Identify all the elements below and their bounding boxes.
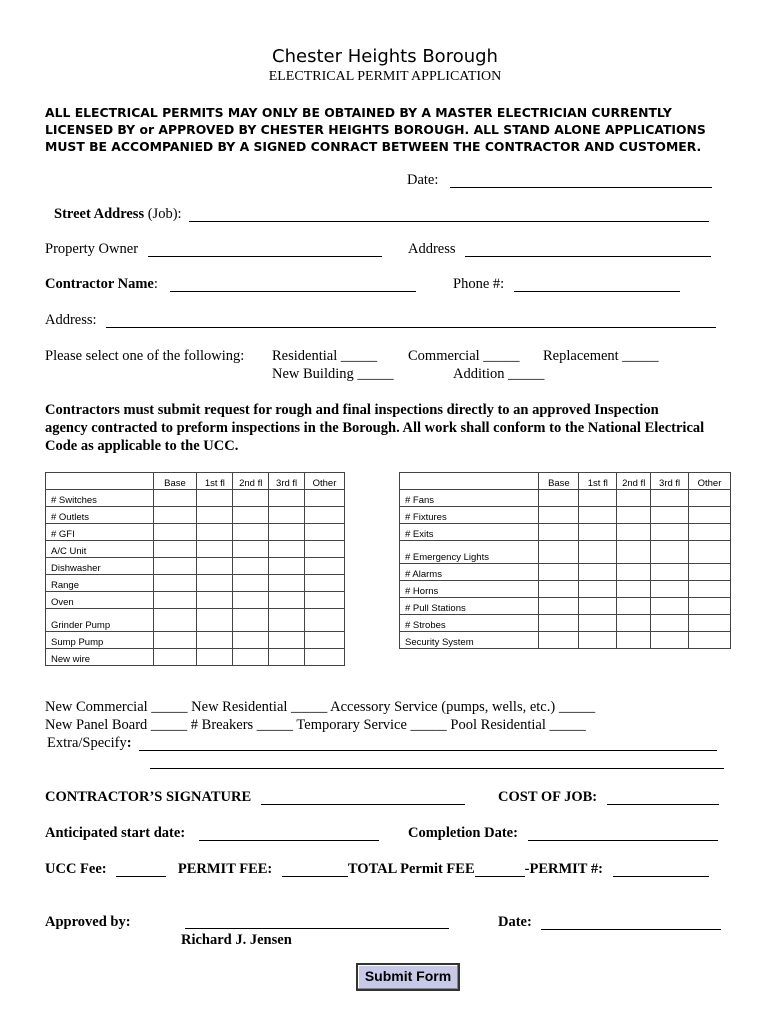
- left-table-row: [46, 632, 345, 649]
- left-entry-cell[interactable]: [305, 609, 345, 632]
- contractor-name-colon: :: [153, 276, 158, 292]
- contractor-address-field[interactable]: [106, 313, 716, 328]
- left-entry-cell[interactable]: [269, 524, 305, 541]
- left-entry-cell[interactable]: [153, 592, 197, 609]
- header-3rd-floor: 3rd fl: [651, 473, 689, 490]
- left-table-row: [46, 575, 345, 592]
- left-row-label: # Switches: [46, 490, 154, 507]
- cost-row: [498, 789, 719, 806]
- right-row-label: # Fans: [400, 490, 539, 507]
- left-row-label: # Outlets: [46, 507, 154, 524]
- left-entry-cell[interactable]: [233, 490, 269, 507]
- right-entry-cell[interactable]: [539, 581, 579, 598]
- signature-row: [45, 789, 465, 806]
- date-row: [407, 172, 712, 189]
- start-date-row: [45, 825, 379, 842]
- date-field[interactable]: [450, 173, 712, 188]
- left-entry-cell[interactable]: [305, 558, 345, 575]
- extra-specify-row: [47, 735, 717, 752]
- extra-specify-field[interactable]: [139, 736, 717, 751]
- left-entry-cell[interactable]: [305, 541, 345, 558]
- right-entry-cell[interactable]: [579, 632, 617, 649]
- contractor-signature-field[interactable]: [261, 790, 465, 805]
- left-entry-cell[interactable]: [233, 649, 269, 666]
- right-row-label: # Strobes: [400, 615, 539, 632]
- permit-number-label: -PERMIT #:: [524, 861, 603, 877]
- left-entry-cell[interactable]: [269, 649, 305, 666]
- left-entry-cell[interactable]: [269, 507, 305, 524]
- left-table-row: [46, 558, 345, 575]
- ucc-fee-label: UCC Fee:: [45, 861, 107, 877]
- header-2nd-floor: 2nd fl: [617, 473, 651, 490]
- phone-label: Phone #:: [453, 276, 505, 292]
- extra-specify-colon: :: [126, 735, 132, 751]
- street-address-label: Street Address: [54, 206, 145, 222]
- header-1st-floor: 1st fl: [579, 473, 617, 490]
- street-address-suffix: (Job):: [144, 206, 182, 222]
- right-table-row: [400, 632, 731, 649]
- right-entry-cell[interactable]: [539, 541, 579, 564]
- header-2nd-floor: 2nd fl: [233, 473, 269, 490]
- right-row-label: # Horns: [400, 581, 539, 598]
- select-label: Please select one of the following:: [45, 348, 245, 364]
- right-entry-cell[interactable]: [617, 564, 651, 581]
- left-entry-cell[interactable]: [305, 632, 345, 649]
- completion-date-field[interactable]: [528, 826, 718, 841]
- right-entry-cell[interactable]: [579, 541, 617, 564]
- left-row-label: Sump Pump: [46, 632, 154, 649]
- left-entry-cell[interactable]: [233, 592, 269, 609]
- right-entry-cell[interactable]: [689, 598, 731, 615]
- right-entry-cell[interactable]: [579, 581, 617, 598]
- right-entry-cell[interactable]: [689, 507, 731, 524]
- form-subtitle: ELECTRICAL PERMIT APPLICATION: [268, 69, 502, 84]
- left-entry-cell[interactable]: [153, 541, 197, 558]
- right-entry-cell[interactable]: [689, 581, 731, 598]
- left-entry-cell[interactable]: [197, 609, 233, 632]
- right-entry-cell[interactable]: [617, 524, 651, 541]
- left-entry-cell[interactable]: [197, 524, 233, 541]
- approver-name: Richard J. Jensen: [181, 932, 292, 948]
- licensing-notice: ALL ELECTRICAL PERMITS MAY ONLY BE OBTAINED BY A MASTER ELECTRICIAN CURRENTLY LICENSED BY or APPROVED BY CHESTER HEIGHTS BOROUGH. ALL STAND ALONE APPLICATIONS MUST BE ACCOMPANIED BY A SIGNED CONRACT BETWEEN THE CONTRACTOR AND CUSTOMER.: [45, 105, 706, 154]
- approval-date-label: Date:: [498, 914, 532, 930]
- start-date-field[interactable]: [199, 826, 379, 841]
- left-entry-cell[interactable]: [233, 524, 269, 541]
- start-date-label: Anticipated start date:: [45, 825, 186, 841]
- right-entry-cell[interactable]: [651, 541, 689, 564]
- right-entry-cell[interactable]: [651, 564, 689, 581]
- right-entry-cell[interactable]: [579, 615, 617, 632]
- left-entry-cell[interactable]: [153, 575, 197, 592]
- left-entry-cell[interactable]: [269, 575, 305, 592]
- right-table-row: [400, 524, 731, 541]
- right-row-label: # Emergency Lights: [400, 541, 539, 564]
- header-base: Base: [539, 473, 579, 490]
- right-entry-cell[interactable]: [617, 507, 651, 524]
- extra-specify-field-2[interactable]: [150, 754, 724, 769]
- left-entry-cell[interactable]: [305, 490, 345, 507]
- header-base: Base: [153, 473, 197, 490]
- right-entry-cell[interactable]: [539, 524, 579, 541]
- left-row-label: Oven: [46, 592, 154, 609]
- contractor-row: [45, 276, 416, 293]
- right-entry-cell[interactable]: [579, 598, 617, 615]
- contractor-address-label: Address:: [45, 312, 97, 328]
- left-entry-cell[interactable]: [269, 592, 305, 609]
- left-entry-cell[interactable]: [153, 609, 197, 632]
- phone-field[interactable]: [514, 277, 680, 292]
- right-table-row: [400, 598, 731, 615]
- header-other: Other: [305, 473, 345, 490]
- right-entry-cell[interactable]: [539, 598, 579, 615]
- left-entry-cell[interactable]: [305, 575, 345, 592]
- right-entry-cell[interactable]: [617, 632, 651, 649]
- left-table-row: [46, 507, 345, 524]
- right-entry-cell[interactable]: [689, 564, 731, 581]
- fee-row: [45, 861, 709, 878]
- right-table-row: [400, 615, 731, 632]
- header-3rd-floor: 3rd fl: [269, 473, 305, 490]
- date-label: Date:: [407, 172, 439, 188]
- owner-address-row: [408, 241, 711, 258]
- left-entry-cell[interactable]: [233, 632, 269, 649]
- left-entry-cell[interactable]: [233, 507, 269, 524]
- owner-row: [45, 241, 382, 258]
- option-residential[interactable]: Residential _____: [272, 348, 378, 364]
- total-permit-fee-label: TOTAL Permit FEE: [347, 861, 475, 877]
- right-entry-cell[interactable]: [539, 490, 579, 507]
- right-entry-cell[interactable]: [651, 581, 689, 598]
- right-entry-cell[interactable]: [579, 507, 617, 524]
- left-entry-cell[interactable]: [197, 507, 233, 524]
- right-entry-cell[interactable]: [579, 564, 617, 581]
- approval-date-field[interactable]: [541, 915, 721, 930]
- total-permit-fee-field[interactable]: [475, 862, 525, 877]
- left-entry-cell[interactable]: [197, 649, 233, 666]
- left-entry-cell[interactable]: [305, 649, 345, 666]
- left-entry-cell[interactable]: [305, 507, 345, 524]
- left-row-label: Grinder Pump: [46, 609, 154, 632]
- right-entry-cell[interactable]: [689, 490, 731, 507]
- approved-by-label: Approved by:: [45, 914, 131, 930]
- option-addition[interactable]: Addition _____: [453, 366, 545, 382]
- extra-specify-label: Extra/Specify: [47, 735, 127, 751]
- left-entry-cell[interactable]: [197, 592, 233, 609]
- permit-fee-field[interactable]: [282, 862, 348, 877]
- left-entry-cell[interactable]: [269, 558, 305, 575]
- left-entry-cell[interactable]: [197, 575, 233, 592]
- approval-date-row: [498, 914, 721, 931]
- left-entry-cell[interactable]: [197, 541, 233, 558]
- left-entry-cell[interactable]: [197, 632, 233, 649]
- left-entry-cell[interactable]: [269, 541, 305, 558]
- street-row: [54, 206, 709, 223]
- right-fixture-table: [399, 472, 731, 649]
- permit-number-field[interactable]: [613, 862, 709, 877]
- right-entry-cell[interactable]: [689, 632, 731, 649]
- table-header-row: [400, 473, 731, 490]
- right-table-row: [400, 564, 731, 581]
- contractor-address-row: [45, 312, 716, 329]
- left-entry-cell[interactable]: [153, 524, 197, 541]
- left-entry-cell[interactable]: [153, 490, 197, 507]
- right-entry-cell[interactable]: [579, 524, 617, 541]
- left-table-row: [46, 524, 345, 541]
- option-commercial[interactable]: Commercial _____: [408, 348, 520, 364]
- left-entry-cell[interactable]: [305, 524, 345, 541]
- contractor-signature-label: CONTRACTOR’S SIGNATURE: [45, 789, 252, 805]
- right-entry-cell[interactable]: [651, 598, 689, 615]
- right-entry-cell[interactable]: [651, 507, 689, 524]
- left-entry-cell[interactable]: [233, 609, 269, 632]
- option-new-building[interactable]: New Building _____: [272, 366, 394, 382]
- approved-by-field[interactable]: [185, 914, 449, 929]
- contractor-name-label: Contractor Name: [45, 276, 154, 292]
- right-entry-cell[interactable]: [617, 615, 651, 632]
- right-entry-cell[interactable]: [617, 598, 651, 615]
- completion-date-label: Completion Date:: [408, 825, 518, 841]
- left-entry-cell[interactable]: [153, 649, 197, 666]
- left-entry-cell[interactable]: [269, 632, 305, 649]
- header-1st-floor: 1st fl: [197, 473, 233, 490]
- right-entry-cell[interactable]: [617, 581, 651, 598]
- completion-date-row: [408, 825, 718, 842]
- right-entry-cell[interactable]: [689, 615, 731, 632]
- left-row-label: A/C Unit: [46, 541, 154, 558]
- page-title: Chester Heights Borough: [272, 46, 498, 67]
- right-entry-cell[interactable]: [651, 615, 689, 632]
- right-table-row: [400, 507, 731, 524]
- right-row-label: # Exits: [400, 524, 539, 541]
- left-entry-cell[interactable]: [269, 490, 305, 507]
- right-entry-cell[interactable]: [617, 490, 651, 507]
- left-table-row: [46, 541, 345, 558]
- right-row-label: # Fixtures: [400, 507, 539, 524]
- left-entry-cell[interactable]: [233, 541, 269, 558]
- left-entry-cell[interactable]: [233, 575, 269, 592]
- left-entry-cell[interactable]: [197, 558, 233, 575]
- right-row-label: Security System: [400, 632, 539, 649]
- owner-address-label: Address: [408, 241, 456, 257]
- left-fixture-table: [45, 472, 345, 666]
- left-table-row: [46, 609, 345, 632]
- permit-fee-label: PERMIT FEE:: [177, 861, 273, 877]
- left-row-label: New wire: [46, 649, 154, 666]
- left-row-label: Range: [46, 575, 154, 592]
- right-entry-cell[interactable]: [651, 490, 689, 507]
- option-replacement[interactable]: Replacement _____: [543, 348, 659, 364]
- left-entry-cell[interactable]: [153, 558, 197, 575]
- submit-form-button[interactable]: Submit Form: [356, 963, 460, 991]
- left-entry-cell[interactable]: [269, 609, 305, 632]
- left-entry-cell[interactable]: [197, 490, 233, 507]
- property-owner-field[interactable]: [148, 242, 382, 257]
- right-table-row: [400, 490, 731, 507]
- left-entry-cell[interactable]: [305, 592, 345, 609]
- right-entry-cell[interactable]: [539, 507, 579, 524]
- right-entry-cell[interactable]: [651, 524, 689, 541]
- cost-of-job-field[interactable]: [607, 790, 719, 805]
- left-entry-cell[interactable]: [153, 507, 197, 524]
- left-table-row: [46, 490, 345, 507]
- right-table-row: [400, 581, 731, 598]
- table-header-row: [46, 473, 345, 490]
- services-line-1[interactable]: New Commercial _____ New Residential _____ Accessory Service (pumps, wells, etc.) _____: [45, 699, 596, 715]
- services-line-2[interactable]: New Panel Board _____ # Breakers _____ Temporary Service _____ Pool Residential _____: [45, 717, 586, 733]
- right-entry-cell[interactable]: [539, 615, 579, 632]
- left-row-label: Dishwasher: [46, 558, 154, 575]
- left-row-label: # GFI: [46, 524, 154, 541]
- left-entry-cell[interactable]: [153, 632, 197, 649]
- right-entry-cell[interactable]: [579, 490, 617, 507]
- right-entry-cell[interactable]: [689, 524, 731, 541]
- owner-address-field[interactable]: [465, 242, 711, 257]
- right-entry-cell[interactable]: [651, 632, 689, 649]
- right-row-label: # Pull Stations: [400, 598, 539, 615]
- header-other: Other: [689, 473, 731, 490]
- contractor-name-field[interactable]: [170, 277, 416, 292]
- street-address-field[interactable]: [189, 207, 709, 222]
- cost-of-job-label: COST OF JOB:: [498, 789, 598, 805]
- left-table-row: [46, 649, 345, 666]
- right-row-label: # Alarms: [400, 564, 539, 581]
- ucc-fee-field[interactable]: [116, 862, 166, 877]
- left-entry-cell[interactable]: [233, 558, 269, 575]
- inspection-requirement: Contractors must submit request for rough and final inspections directly to an approved Inspection agency contracted to preform inspections in the Borough. All work shall conform to the National Electrical Code as applicable to the UCC.: [45, 402, 705, 454]
- property-owner-label: Property Owner: [45, 241, 139, 257]
- right-table-row: [400, 541, 731, 564]
- right-entry-cell[interactable]: [689, 541, 731, 564]
- right-entry-cell[interactable]: [539, 564, 579, 581]
- right-entry-cell[interactable]: [617, 541, 651, 564]
- left-table-row: [46, 592, 345, 609]
- right-entry-cell[interactable]: [539, 632, 579, 649]
- phone-row: [453, 276, 680, 293]
